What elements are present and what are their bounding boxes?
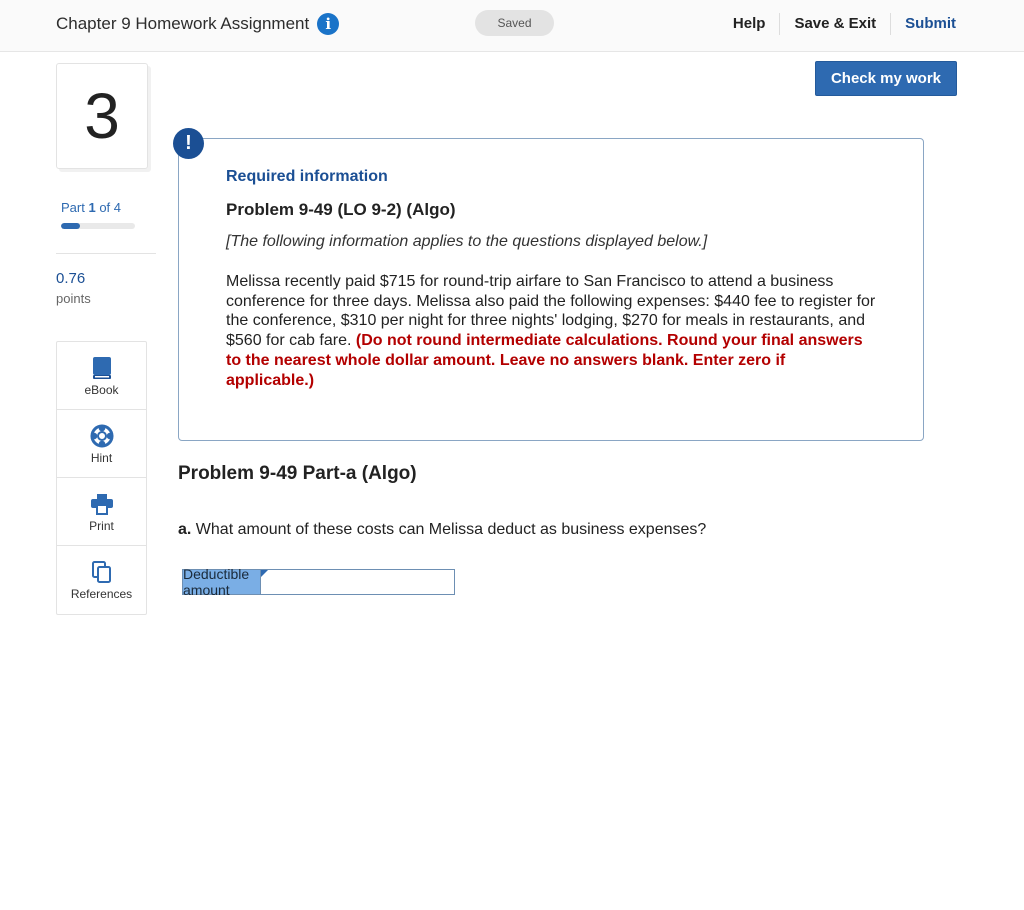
part-suffix: of 4 [99, 200, 122, 215]
print-button[interactable] [57, 478, 146, 546]
answer-cell [261, 570, 454, 594]
answer-row [182, 566, 455, 598]
printer-icon [90, 493, 114, 515]
assignment-title-text: Chapter 9 Homework Assignment [56, 14, 310, 33]
question-number: 3 [84, 80, 120, 152]
applies-note: [The following information applies to the questions displayed below.] [226, 233, 708, 250]
required-information-heading: Required information [226, 168, 388, 185]
part-current: 1 [88, 200, 96, 215]
problem-body-text: Melissa recently paid $715 for round-trip airfare to San Francisco to attend a business conference for three days. Melissa also paid the following expenses: $440 fee to register for the conference, $310 per night for three nights' lodging, $270 for meals in restaurants, and $560 for cab fare. [226, 273, 876, 350]
submit-link[interactable]: Submit [905, 15, 956, 32]
hint-button[interactable] [57, 410, 146, 478]
print-label: Print [89, 519, 114, 533]
references-button[interactable] [57, 546, 146, 614]
problem-warning-text: (Do not round intermediate calculations. Round your final answers to the nearest whole dollar amount. Leave no answers blank. Enter zero if applicable.) [226, 332, 863, 389]
save-exit-link[interactable]: Save & Exit [794, 15, 877, 32]
part-progress-fill [61, 223, 80, 229]
part-indicator [61, 200, 121, 215]
deductible-amount-label: Deductible amount [183, 570, 261, 594]
points-label: points [56, 291, 91, 306]
part-progress-bar [61, 223, 135, 229]
saved-status-badge: Saved [475, 10, 554, 36]
lifebuoy-icon [90, 425, 114, 447]
deductible-amount-input[interactable] [261, 570, 454, 594]
alert-icon: ! [173, 128, 204, 159]
sidebar-divider [56, 253, 156, 254]
question-number-card [56, 63, 148, 169]
problem-title: Problem 9-49 (LO 9-2) (Algo) [226, 200, 456, 219]
tools-panel [56, 341, 147, 615]
references-label: References [70, 587, 133, 601]
assignment-title [56, 13, 339, 35]
question-text: What amount of these costs can Melissa deduct as business expenses? [195, 521, 707, 538]
ebook-label: eBook [84, 383, 119, 397]
hint-label: Hint [90, 451, 113, 465]
question [178, 521, 706, 539]
check-my-work-button[interactable]: Check my work [815, 61, 957, 96]
input-flag-icon [261, 570, 268, 577]
top-bar [0, 0, 1024, 52]
header-nav [719, 12, 956, 35]
copy-icon [91, 561, 113, 583]
help-link[interactable]: Help [732, 15, 766, 32]
problem-body [226, 272, 876, 390]
info-icon[interactable]: i [317, 13, 339, 35]
part-title: Problem 9-49 Part-a (Algo) [178, 463, 417, 484]
question-prefix: a. [178, 521, 192, 538]
book-icon [91, 357, 113, 379]
points-value: 0.76 [56, 270, 86, 287]
ebook-button[interactable] [57, 342, 146, 410]
part-prefix: Part [61, 200, 85, 215]
